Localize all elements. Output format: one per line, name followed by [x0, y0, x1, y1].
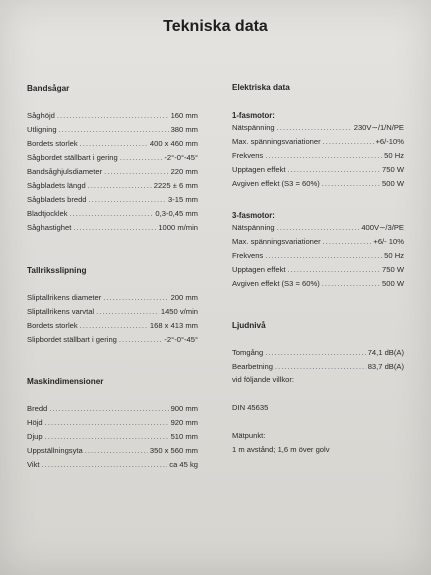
spec-value: 83,7 dB(A)	[367, 362, 404, 371]
spec-label: Slipbordet ställbart i gering	[27, 335, 117, 344]
leader-dots	[73, 222, 156, 234]
standard-text: DIN 45635	[232, 403, 269, 412]
section-heading-ljudniva: Ljudnivå	[232, 321, 266, 330]
measure-point-label: Mätpunkt:	[232, 431, 266, 440]
spec-value: 2225 ± 6 mm	[153, 181, 198, 190]
spec-row	[27, 445, 198, 457]
spec-row	[27, 403, 198, 415]
spec-value: 1000 m/min	[158, 223, 198, 232]
spec-value: -2°-0°-45°	[164, 335, 198, 344]
spec-row	[27, 208, 198, 220]
spec-label: Uppställningsyta	[27, 446, 83, 455]
spec-row	[27, 110, 198, 122]
spec-value: 500 W	[382, 279, 404, 288]
spec-row	[232, 361, 404, 373]
leader-dots	[59, 124, 169, 136]
leader-dots	[80, 138, 148, 150]
spec-label: Såghöjd	[27, 111, 55, 120]
spec-value: ca 45 kg	[169, 460, 198, 469]
spec-row	[232, 178, 404, 190]
section-heading-maskindimensioner: Maskindimensioner	[27, 377, 104, 386]
spec-label: Nätspänning	[232, 123, 275, 132]
spec-row	[27, 152, 198, 164]
spec-label: Djup	[27, 432, 43, 441]
spec-value: 1450 v/min	[160, 307, 198, 316]
spec-label: Bordets storlek	[27, 139, 78, 148]
leader-dots	[322, 278, 380, 290]
spec-value: 510 mm	[170, 432, 198, 441]
leader-dots	[96, 306, 159, 318]
leader-dots	[287, 264, 380, 276]
page-title: Tekniska data	[163, 18, 268, 35]
spec-label: Sågbordet ställbart i gering	[27, 153, 118, 162]
spec-label: Max. spänningsvariationer	[232, 137, 321, 146]
spec-row	[27, 306, 198, 318]
leader-dots	[42, 459, 168, 471]
leader-dots	[287, 164, 380, 176]
spec-value: +6/-10%	[375, 137, 404, 146]
spec-label: Avgiven effekt (S3 = 60%)	[232, 279, 320, 288]
spec-label: Frekvens	[232, 251, 264, 260]
spec-value: -2°-0°-45°	[164, 153, 198, 162]
leader-dots	[89, 194, 167, 206]
spec-row	[27, 166, 198, 178]
spec-value: 400V∼/3/PE	[361, 223, 404, 232]
spec-label: Sliptallrikens diameter	[27, 293, 102, 302]
spec-value: 350 x 560 mm	[149, 446, 198, 455]
spec-label: Bandsåghjulsdiameter	[27, 167, 103, 176]
spec-value: 900 mm	[170, 404, 198, 413]
spec-row	[27, 417, 198, 429]
spec-label: Vikt	[27, 460, 40, 469]
leader-dots	[85, 445, 148, 457]
spec-value: 50 Hz	[384, 251, 404, 260]
leader-dots	[277, 122, 352, 134]
section-heading-tallriksslipning: Tallriksslipning	[27, 266, 87, 275]
spec-row	[232, 347, 404, 359]
leader-dots	[45, 431, 169, 443]
leader-dots	[103, 292, 168, 304]
spec-label: Frekvens	[232, 151, 264, 160]
spec-row	[27, 459, 198, 471]
subheading-1-fasmotor: 1-fasmotor:	[232, 111, 275, 120]
spec-value: 380 mm	[170, 125, 198, 134]
leader-dots	[265, 347, 365, 359]
leader-dots	[120, 152, 163, 164]
spec-value: 400 x 460 mm	[149, 139, 198, 148]
spec-value: +6/- 10%	[373, 237, 404, 246]
section-heading-bandsagar: Bandsågar	[27, 84, 70, 93]
spec-row	[27, 334, 198, 346]
spec-label: Avgiven effekt (S3 = 60%)	[232, 179, 320, 188]
spec-row	[232, 164, 404, 176]
spec-label: Sliptallrikens varvtal	[27, 307, 95, 316]
spec-value: 220 mm	[170, 167, 198, 176]
spec-label: Nätspänning	[232, 223, 275, 232]
leader-dots	[57, 110, 169, 122]
leader-dots	[70, 208, 154, 220]
spec-value: 750 W	[382, 265, 404, 274]
leader-dots	[275, 361, 366, 373]
spec-value: 50 Hz	[384, 151, 404, 160]
spec-label: Utligning	[27, 125, 57, 134]
spec-label: Bordets storlek	[27, 321, 78, 330]
spec-label: Bearbetning	[232, 362, 273, 371]
leader-dots	[49, 403, 168, 415]
leader-dots	[104, 166, 168, 178]
spec-value: 3-15 mm	[168, 195, 198, 204]
spec-label: Sågbladets längd	[27, 181, 86, 190]
subheading-3-fasmotor: 3-fasmotor:	[232, 211, 275, 220]
leader-dots	[265, 150, 382, 162]
leader-dots	[265, 250, 382, 262]
measure-point-text: 1 m avstånd; 1,6 m över golv	[232, 445, 330, 454]
spec-label: Sågbladets bredd	[27, 195, 87, 204]
spec-label: Bladtjocklek	[27, 209, 68, 218]
spec-row	[232, 136, 404, 148]
spec-label: Bredd	[27, 404, 48, 413]
spec-value: 0,3-0,45 mm	[155, 209, 198, 218]
spec-row	[27, 292, 198, 304]
spec-value: 920 mm	[170, 418, 198, 427]
spec-row	[232, 236, 404, 248]
spec-row	[27, 222, 198, 234]
spec-row	[27, 194, 198, 206]
spec-value: 168 x 413 mm	[149, 321, 198, 330]
spec-row	[27, 124, 198, 136]
spec-value: 230V∼/1/N/PE	[353, 123, 404, 132]
leader-dots	[277, 222, 360, 234]
spec-label: Tomgång	[232, 348, 264, 357]
spec-label: Max. spänningsvariationer	[232, 237, 321, 246]
leader-dots	[323, 236, 372, 248]
spec-label: Höjd	[27, 418, 43, 427]
leader-dots	[80, 320, 148, 332]
spec-row	[27, 431, 198, 443]
leader-dots	[119, 334, 162, 346]
leader-dots	[88, 180, 152, 192]
spec-row	[232, 264, 404, 276]
spec-row	[27, 138, 198, 150]
spec-row	[232, 150, 404, 162]
spec-value: 160 mm	[170, 111, 198, 120]
spec-row	[232, 122, 404, 134]
spec-label: Upptagen effekt	[232, 265, 286, 274]
spec-row	[27, 180, 198, 192]
spec-value: 750 W	[382, 165, 404, 174]
spec-value: 200 mm	[170, 293, 198, 302]
spec-row	[232, 250, 404, 262]
spec-row	[27, 320, 198, 332]
spec-row	[232, 222, 404, 234]
spec-value: 500 W	[382, 179, 404, 188]
conditions-text: vid följande villkor:	[232, 375, 295, 384]
spec-value: 74,1 dB(A)	[367, 348, 404, 357]
spec-row	[232, 278, 404, 290]
spec-label: Upptagen effekt	[232, 165, 286, 174]
leader-dots	[323, 136, 374, 148]
spec-label: Såghastighet	[27, 223, 72, 232]
leader-dots	[322, 178, 380, 190]
leader-dots	[45, 417, 169, 429]
section-heading-elektriska-data: Elektriska data	[232, 83, 290, 92]
